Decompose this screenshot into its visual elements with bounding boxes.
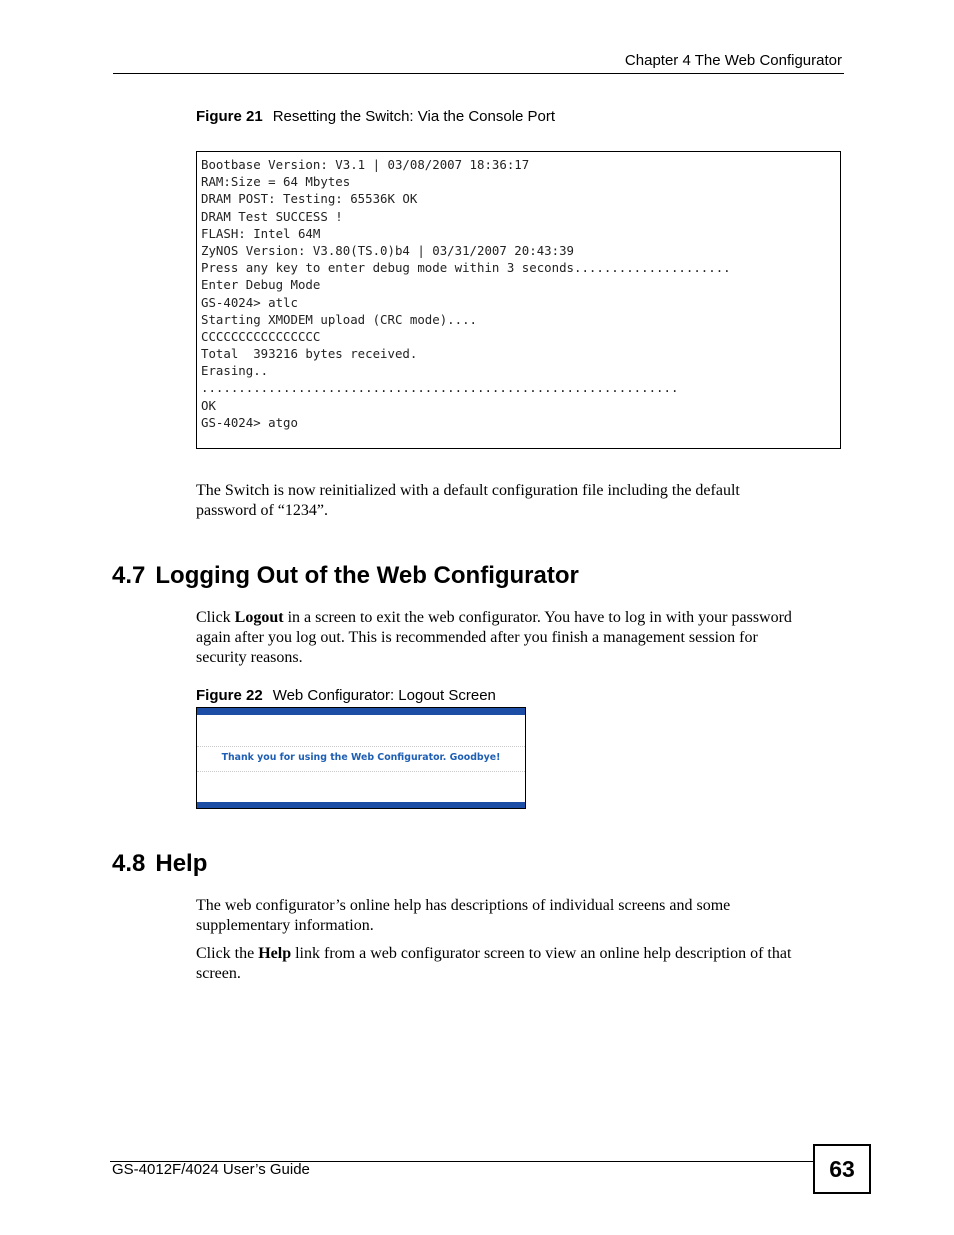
console-line: GS-4024> atgo [201, 414, 298, 430]
console-line: FLASH: Intel 64M [201, 225, 321, 241]
console-output-box [196, 151, 841, 449]
logout-line [196, 608, 846, 628]
figure21-caption [196, 108, 555, 125]
text-run: Click the [196, 945, 259, 962]
console-line: DRAM POST: Testing: 65536K OK [201, 191, 418, 207]
console-line: Bootbase Version: V3.1 | 03/08/2007 18:36:17 [201, 157, 530, 172]
console-line: DRAM Test SUCCESS ! [201, 208, 343, 224]
section-4-8-heading [112, 850, 207, 878]
help-paragraph-1 [196, 896, 846, 936]
logout-screen-figure [196, 707, 526, 809]
console-line: OK [201, 397, 216, 413]
logout-line: security reasons. [196, 649, 303, 666]
console-line: Enter Debug Mode [201, 277, 321, 293]
section-title: Logging Out of the Web Configurator [155, 562, 579, 589]
text-run: link from a web configurator screen to view an online help description of that [291, 945, 792, 962]
console-line: Erasing.. [201, 363, 269, 379]
logout-top-bar [197, 708, 525, 715]
console-line: Press any key to enter debug mode within 3 seconds..................... [201, 260, 731, 276]
reinit-line: The Switch is now reinitialized with a default configuration file including the default [196, 482, 740, 499]
logout-line: again after you log out. This is recommended after you finish a management session for [196, 629, 758, 646]
guide-title: GS-4012F/4024 User’s Guide [112, 1161, 310, 1178]
logout-paragraph [196, 608, 846, 668]
console-line: Total 393216 bytes received. [201, 346, 418, 362]
figure22-caption [196, 687, 496, 704]
goodbye-message: Thank you for using the Web Configurator. Goodbye! [221, 752, 501, 763]
text-run: Click [196, 609, 235, 626]
figure22-label: Figure 22 [196, 687, 263, 704]
figure21-title: Resetting the Switch: Via the Console Port [272, 108, 556, 125]
reinit-line: password of “1234”. [196, 502, 328, 519]
help-paragraph-2 [196, 944, 846, 984]
help-line [196, 944, 846, 964]
text-run: in a screen to exit the web configurator. You have to log in with your password [283, 609, 792, 626]
figure21-label: Figure 21 [196, 108, 263, 125]
logout-bottom-bar [197, 802, 525, 808]
help-line: screen. [196, 965, 241, 982]
page-number: 63 [813, 1144, 871, 1194]
figure22-title: Web Configurator: Logout Screen [272, 687, 496, 704]
help-line: The web configurator’s online help has descriptions of individual screens and some [196, 897, 731, 914]
dotted-divider [197, 746, 525, 747]
header-rule [113, 73, 844, 74]
dotted-divider [197, 771, 525, 772]
section-4-7-heading [112, 562, 579, 590]
help-term: Help [258, 945, 292, 962]
help-line: supplementary information. [196, 917, 374, 934]
section-number: 4.8 [112, 850, 146, 877]
section-number: 4.7 [112, 562, 146, 589]
reinit-paragraph [196, 481, 846, 521]
console-line: GS-4024> atlc [201, 294, 298, 310]
section-title: Help [155, 850, 208, 877]
logout-term: Logout [234, 609, 284, 626]
console-line: ZyNOS Version: V3.80(TS.0)b4 | 03/31/2007 20:43:39 [201, 242, 574, 258]
console-line: ................................................................ [201, 380, 679, 396]
chapter-header: Chapter 4 The Web Configurator [624, 52, 842, 69]
console-line: CCCCCCCCCCCCCCCC [201, 328, 321, 344]
console-line: Starting XMODEM upload (CRC mode).... [201, 311, 478, 327]
console-line: RAM:Size = 64 Mbytes [201, 174, 351, 190]
